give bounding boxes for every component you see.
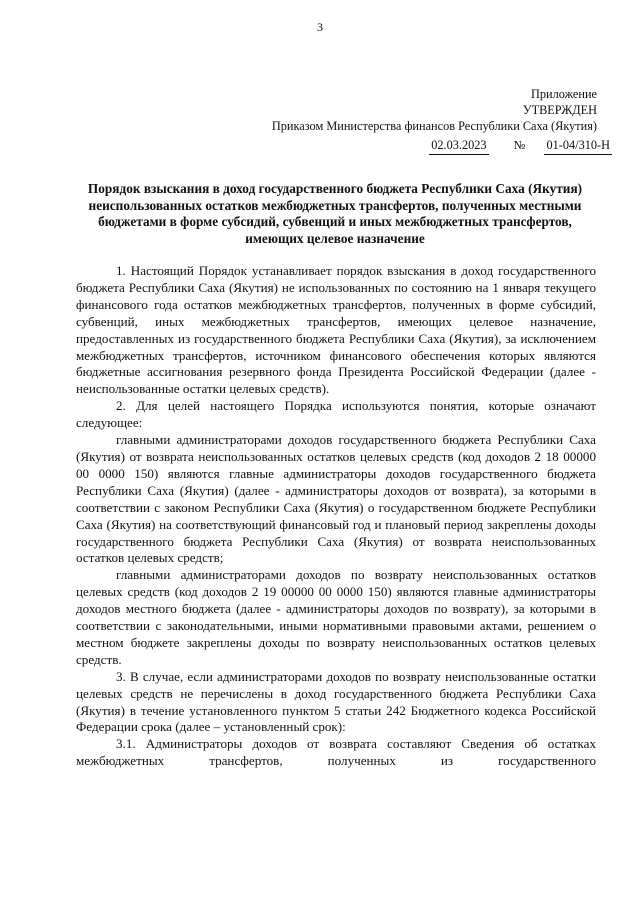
order-date: 02.03.2023 [429,138,488,155]
paragraph-2-definition-1: главными администраторами доходов государственного бюджета Республики Саха (Якутия) от возврата неиспользованных остатков целевых средств (код доходов 2 18 00000 00 0000 150) являются главные администраторы доходов государственного бюджета Республики Саха (Якутия) (далее - администраторы доходов от возврата), за которыми в соответствии с законом Республики Саха (Якутия) о государственном бюджете Республики Саха (Якутия) на соответствующий финансовый год и плановый период закреплены доходы государственного бюджета Республики Саха (Якутия) от возврата неиспользованных остатков целевых средств; [76,432,596,566]
number-sign: № [513,138,526,152]
document-title: Порядок взыскания в доход государственного бюджета Республики Саха (Якутия) неиспользованных остатков межбюджетных трансфертов, полученных местными бюджетами в форме субсидий, субвенций и иных межбюджетных трансфертов, имеющих целевое назначение [87,181,583,246]
page-number: 3 [317,20,323,34]
approval-block [272,86,597,134]
order-number: 01-04/310-Н [544,138,612,155]
approved-label: УТВЕРЖДЕН [522,103,597,117]
paragraph-2: 2. Для целей настоящего Порядка используются понятия, которые означают следующее: [76,398,596,431]
paragraph-1: 1. Настоящий Порядок устанавливает порядок взыскания в доход государственного бюджета Республики Саха (Якутия) не использованных по состоянию на 1 января текущего финансового года остатков межбюджетных трансфертов, полученных в форме субсидий, субвенций, иных межбюджетных трансфертов, имеющих целевое назначение, предоставленных из государственного бюджета Республики Саха (Якутия), за исключением межбюджетных трансфертов, источником финансового обеспечения которых являются бюджетные ассигнования резервного фонда Президента Российской Федерации (далее - неиспользованные остатки целевых средств). [76,263,596,397]
order-details [429,138,612,155]
paragraph-3: 3. В случае, если администраторами доходов по возврату неиспользованные остатки целевых средств не перечислены в доход государственного бюджета Республики Саха (Якутия) в течение установленного пунктом 5 статьи 242 Бюджетного кодекса Российской Федерации срока (далее – установленный срок): [76,668,596,735]
paragraph-2-definition-2: главными администраторами доходов по возврату неиспользованных остатков целевых средств (код доходов 2 19 00000 00 0000 150) являются главные администраторы доходов местного бюджета (далее - администраторы доходов по возврату), за которыми в соответствии с законодательными, иными нормативными правовыми актами, решением о местном бюджете закреплены доходы по возврату неиспользованных остатков целевых средств. [76,567,596,667]
order-issuer: Приказом Министерства финансов Республики Саха (Якутия) [271,119,597,133]
document-body [76,263,596,770]
appendix-label: Приложение [531,87,597,101]
paragraph-3-1: 3.1. Администраторы доходов от возврата составляют Сведения об остатках межбюджетных трансфертов, полученных из государственного [76,736,596,769]
